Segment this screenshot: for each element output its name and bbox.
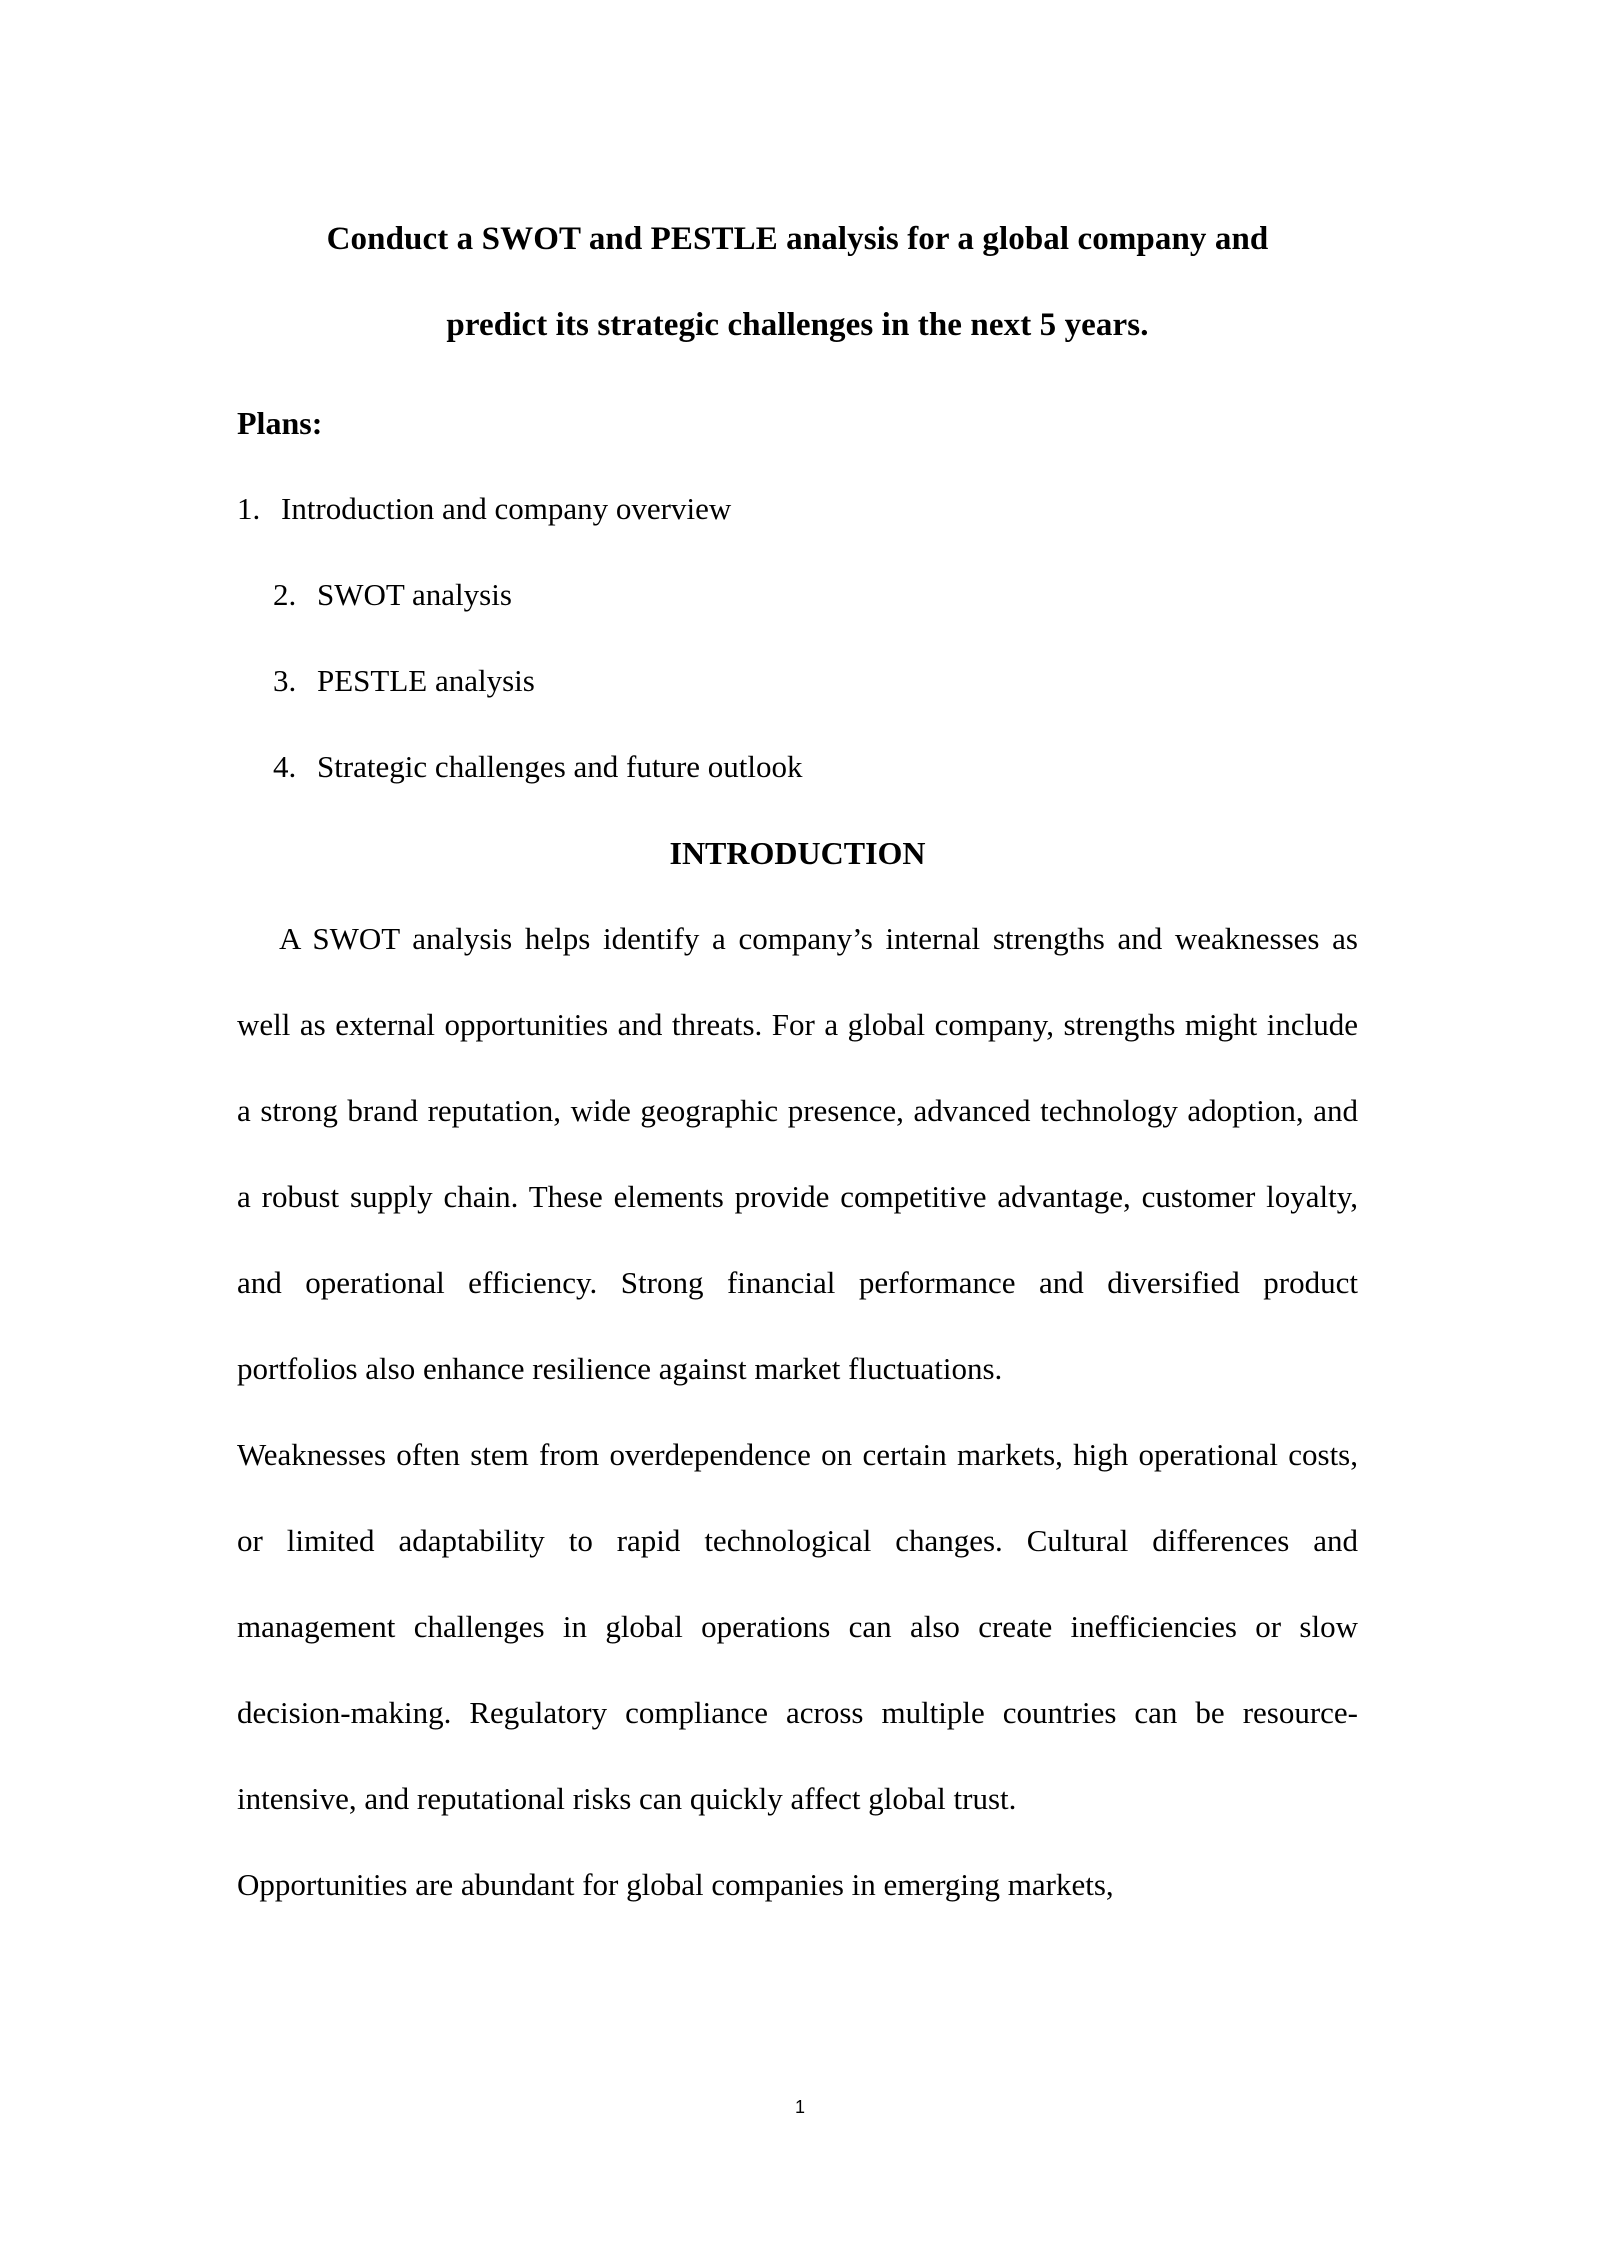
document-title [237, 0, 1358, 368]
body-paragraph-2: Weaknesses often stem from overdependence on certain markets, high operational costs, or limited adaptability to rapid technological changes. Cultural differences and management challenges in global operations can also create inefficiencies or slow decision-making. Regulatory compliance across multiple countries can be resource-intensive, and reputational risks can quickly affect global trust. [237, 1437, 1358, 1816]
page-content [237, 0, 1358, 1928]
body-paragraph-3: Opportunities are abundant for global companies in emerging markets, [237, 1867, 1114, 1902]
plan-item-label: PESTLE analysis [317, 663, 535, 698]
plan-list-item [237, 638, 1358, 724]
plan-item-label: Strategic challenges and future outlook [317, 749, 803, 784]
section-heading-introduction: INTRODUCTION [669, 835, 926, 871]
plans-heading: Plans: [237, 405, 323, 441]
plan-item-number: 1. [237, 491, 261, 526]
plan-item-label: Introduction and company overview [281, 491, 732, 526]
plan-list-item [237, 552, 1358, 638]
plan-item-number: 2. [273, 577, 297, 612]
document-title-line-1: Conduct a SWOT and PESTLE analysis for a global company and [326, 221, 1269, 257]
plan-item-number: 3. [273, 663, 297, 698]
plan-item-label: SWOT analysis [317, 577, 512, 612]
plan-item-number: 4. [273, 749, 297, 784]
page-number: 1 [794, 2097, 805, 2117]
plan-list-item [237, 466, 1358, 552]
plan-list-item [237, 724, 1358, 810]
plans-list [237, 466, 1358, 810]
body-paragraph-1: A SWOT analysis helps identify a company’s internal strengths and weaknesses as well as external opportunities and threats. For a global company, strengths might include a strong brand reputation, wide geographic presence, advanced technology adoption, and a robust supply chain. These elements provide competitive advantage, customer loyalty, and operational efficiency. Strong financial performance and diversified product portfolios also enhance resilience against market fluctuations. [237, 921, 1358, 1386]
document-title-line-2: predict its strategic challenges in the next 5 years. [446, 307, 1149, 343]
